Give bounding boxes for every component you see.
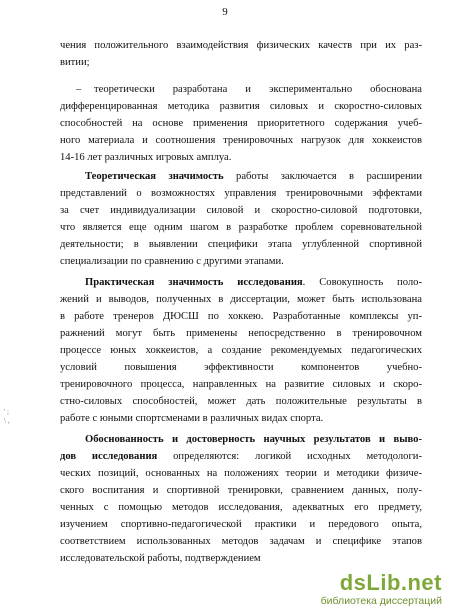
text-line: ражнений могут быть применены непосредственно в тренировочном [60, 328, 422, 339]
text-line: стно-силовых способностей, может дать положительные результаты в [60, 396, 422, 407]
list-dash: – [76, 84, 82, 95]
heading-validity: Обоснованность и достоверность научных результатов и выво- [85, 434, 422, 445]
text-line: дифференцированная методика развития силовых и скоростно-силовых [60, 101, 422, 112]
text-line: способностей на основе применения приоритетного содержания учеб- [60, 118, 422, 129]
text-line: условий повышения эффективности компонентов учебно- [60, 362, 422, 373]
text-line: деятельности; в выявлении специфики этапа углубленной спортивной [60, 239, 422, 250]
margin-marks: ' ; \ , [4, 408, 10, 425]
page-number: 9 [222, 6, 228, 18]
text-line: соответствием использованных методов задачам и специфике этапов [60, 536, 422, 547]
text-line: процессе юных хоккеистов, а создание рекомендуемых педагогических [60, 345, 422, 356]
text-line: 14-16 лет различных игровых амплуа. [60, 152, 232, 163]
text-line: изучением спортивно-педагогической практики и передового опыта, [60, 519, 422, 530]
text-line: витии; [60, 57, 90, 68]
heading-theoretical-significance: Теоретическая значимость [85, 171, 224, 182]
text-line: Теоретическая значимость работы заключается в расширении [85, 171, 422, 182]
heading-validity-cont: дов исследования [60, 451, 158, 462]
text-line: специализации по сравнению с другими этапами. [60, 256, 284, 267]
text-line: дов исследования определяются: логикой исходных методологи- [60, 451, 423, 462]
watermark-logo: dsLib.net [339, 570, 442, 595]
text-line: исследовательской работы, подтверждением [60, 553, 261, 564]
text-line: ченных с помощью методов исследования, адекватных его предмету, [60, 502, 422, 513]
watermark-subtitle: библиотека диссертаций [320, 595, 442, 607]
text-line: Практическая значимость исследования. Совокупность поло- [85, 277, 422, 288]
watermark[interactable] [296, 570, 442, 610]
text-line: – теоретически разработана и экспериментально обоснована [76, 84, 422, 95]
text-line: жений и выводов, полученных в диссертации, может быть использована [60, 294, 422, 305]
text-line: ного материала и соотношения тренировочных нагрузок для хоккеистов [60, 135, 422, 146]
text-line: работе с юными спортсменами в различных видах спорта. [60, 413, 324, 424]
text-line: что является еще одним шагом в разработке проблем соревновательной [60, 222, 422, 233]
text-line: тренировочного процесса, направленных на развитие силовых и скоро- [60, 379, 422, 390]
text-line: ческих позиций, основанных на положениях теории и методики физиче- [60, 468, 422, 479]
text-line: за счет индивидуализации силовой и скоростно-силовой подготовки, [60, 205, 422, 216]
text-line: представлений о возможностях управления тренировочными эффектами [60, 188, 422, 199]
text-line: ского воспитания и спортивной тренировки, сравнением данных, полу- [60, 485, 422, 496]
text-line: чения положительного взаимодействия физических качеств при их раз- [60, 40, 422, 51]
text-line: в работе тренеров ДЮСШ по хоккею. Разработанные комплексы уп- [60, 311, 422, 322]
heading-practical-significance: Практическая значимость исследования [85, 277, 303, 288]
